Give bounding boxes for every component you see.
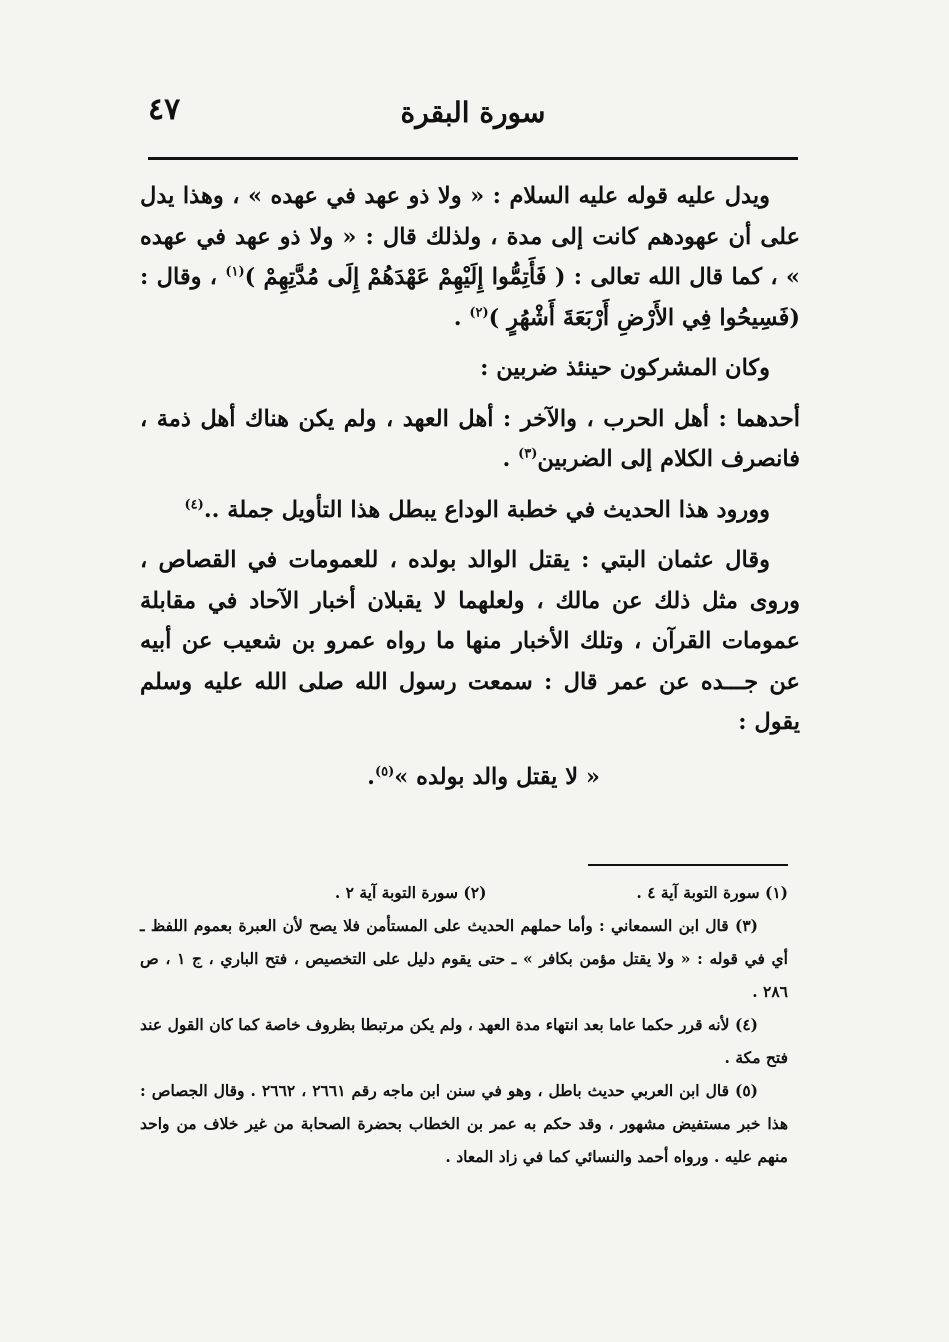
- paragraph-3-text: أحدهما : أهل الحرب ، والآخر : أهل العهد ، ولم يكن هناك أهل ذمة ، فانصرف الكلام إلى الضربين: [140, 405, 800, 472]
- footnote-1: (١) سورة التوبة آية ٤ .: [636, 883, 788, 902]
- paragraph-1-mid: ، وقال : (فَسِيحُوا فِي الأَرْضِ أَرْبَعَةَ أَشْهُرٍ ): [140, 264, 800, 331]
- paragraph-3-end: .: [502, 446, 519, 472]
- footnote-2: (٢) سورة التوبة آية ٢ .: [334, 883, 487, 902]
- footnote-5: (٥) قال ابن العربي حديث باطل ، وهو في سنن ابن ماجه رقم ٢٦٦١ ، ٢٦٦٢ . وقال الجصاص : هذا خبر مستفيض مشهور ، وقد حكم به عمر بن الخطاب بحضرة الصحابة من غير خلاف من واحد منهم عليه . ورواه أحمد والنسائي كما في زاد المعاد .: [140, 1081, 788, 1166]
- footnote-ref-5: (٥): [374, 764, 395, 779]
- running-title: سورة البقرة: [400, 96, 546, 129]
- hadith-quote-end: .: [367, 763, 375, 790]
- paragraph-1-end: .: [453, 304, 470, 331]
- paragraph-1-text: ويدل عليه قوله عليه السلام : « ولا ذو عهد في عهده » ، وهذا يدل على أن عهودهم كانت إلى مدة ، ولذلك قال : « ولا ذو عهد في عهده » ، كما قال الله تعالى : ( فَأَتِمُّوا إِلَيْهِمْ عَهْدَهُمْ إِلَى مُدَّتِهِمْ ): [140, 183, 800, 290]
- paragraph-2: وكان المشركون حينئذ ضربين :: [480, 355, 770, 381]
- footnote-ref-4: (٤): [184, 497, 204, 512]
- hadith-quote-text: « لا يقتل والد بولده »: [394, 763, 600, 790]
- footnote-3: (٣) قال ابن السمعاني : وأما حملهم الحديث على المستأمن فلا يصح لأن العبرة بعموم اللفظ ـ أي في قوله : « ولا يقتل مؤمن بكافر » ـ حتى يقوم دليل على التخصيص ، فتح الباري ، ج ١ ، ص ٢٨٦ .: [140, 916, 788, 1001]
- footnote-ref-3: (٣): [518, 446, 538, 462]
- footnote-rule: [588, 864, 788, 866]
- paragraph-4: [140, 490, 800, 531]
- page-number: ٤٧: [148, 92, 181, 127]
- header-rule: [148, 157, 798, 160]
- paragraph-5: وقال عثمان البتي : يقتل الوالد بولده ، للعمومات في القصاص ، وروى مثل ذلك عن مالك ، ولعلهما لا يقبلان أخبار الآحاد في مقابلة عمومات القرآن ، وتلك الأخبار منها ما رواه عمرو بن شعيب عن أبيه عن جـــده عن عمر قال : سمعت رسول الله صلى الله عليه وسلم يقول :: [140, 547, 800, 735]
- paragraph-3: [140, 399, 800, 480]
- paragraph-4-text: وورود هذا الحديث في خطبة الوداع يبطل هذا التأويل جملة ..: [203, 496, 770, 523]
- paragraph-1: [140, 176, 800, 338]
- footnote-4: (٤) لأنه قرر حكما عاما بعد انتهاء مدة العهد ، ولم يكن مرتبطا بظروف خاصة كما كان القول عند فتح مكة .: [140, 1015, 788, 1067]
- hadith-quote: [140, 757, 800, 798]
- footnote-ref-1: (١): [225, 264, 245, 280]
- footnotes: [140, 876, 788, 1173]
- page-header: [148, 88, 798, 158]
- footnote-row-1-2: [140, 876, 788, 909]
- main-text: [140, 176, 800, 797]
- footnote-ref-2: (٢): [469, 305, 489, 320]
